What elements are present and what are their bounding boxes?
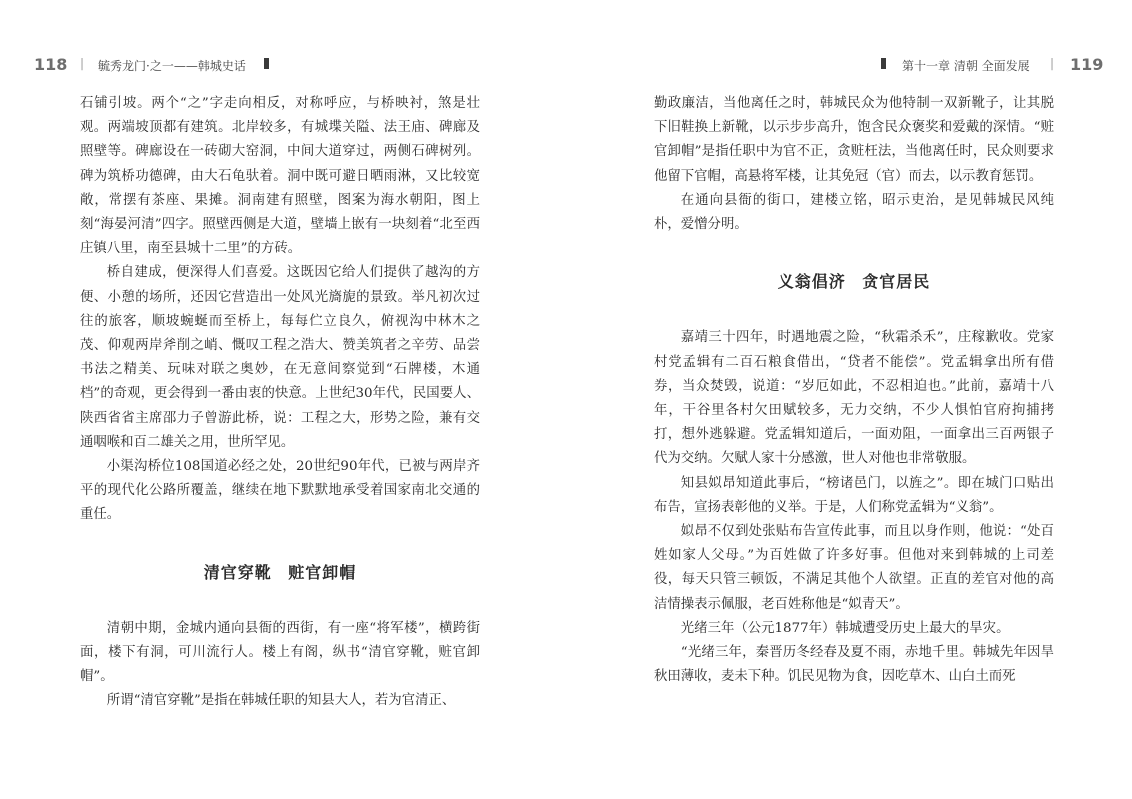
paragraph: 石铺引坡。两个“之”字走向相反，对称呼应，与桥映衬，煞是壮观。两端坡顶都有建筑。北岸较多，有城堞关隘、法王庙、碑廊及照壁等。碑廊设在一砖砌大窑洞，中间大道穿过，两侧石碑树列。碑为筑桥功德碑，由大石龟驮着。洞中既可避日晒雨淋，又比较宽敞，常摆有茶座、果摊。洞南建有照壁，图案为海水朝阳，图上刻“海晏河清”四字。照壁西侧是大道，壁墙上嵌有一块刻着“北至西庄镇八里，南至县城十二里”的方砖。 xyxy=(80,96,480,257)
right-page-body xyxy=(654,92,1054,689)
paragraph: 清朝中期，金城内通向县衙的西街，有一座“将军楼”，横跨街面，楼下有洞，可川流行人。楼上有阁，纵书“清官穿靴，赃官卸帽”。 xyxy=(80,620,480,685)
section-title: 义翁倡济 贪官居民 xyxy=(777,272,931,292)
left-running-title: 毓秀龙门·之一——韩城史话 xyxy=(98,59,246,73)
right-header-separator: | xyxy=(1050,56,1055,70)
paragraph: 桥自建成，便深得人们喜爱。这既因它给人们提供了越沟的方便、小憩的场所，还因它营造出一处风光旖旎的景致。举凡初次过往的旅客，顺坡蜿蜒而至桥上，每每伫立良久，俯视沟中林木之茂、仰观两岸斧削之峭、慨叹工程之浩大、赞美筑者之辛劳、品尝书法之精美、玩味对联之奥妙，在无意间察觉到“石牌楼，木通档”的奇观，更会得到一番由衷的快意。上世纪30年代，民国要人、陕西省省主席邵力子曾游此桥，说：工程之大，形势之险，兼有交通咽喉和百二雄关之用，世所罕见。 xyxy=(80,265,480,450)
left-page-body xyxy=(80,92,480,714)
paragraph: 姒昂不仅到处张贴布告宣传此事，而且以身作则，他说：“处百姓如家人父母。”为百姓做了许多好事。但他对来到韩城的上司差役，每天只管三顿饭，不满足其他个人欲望。正直的差官对他的高洁情操表示佩服，老百姓称他是“姒青天”。 xyxy=(654,524,1054,612)
section-title: 清官穿靴 赃官卸帽 xyxy=(203,562,357,582)
right-running-title: 第十一章 清朝 全面发展 xyxy=(902,59,1030,73)
left-header-separator: | xyxy=(80,56,85,70)
left-page-number: 118 xyxy=(34,55,68,74)
right-page-number: 119 xyxy=(1070,55,1104,74)
paragraph: 光绪三年（公元1877年）韩城遭受历史上最大的旱灾。 xyxy=(680,620,1010,636)
paragraph: 小渠沟桥位108国道必经之处，20世纪90年代，已被与两岸齐平的现代化公路所覆盖，继续在地下默默地承受着国家南北交通的重任。 xyxy=(80,459,480,523)
paragraph: 知县姒昂知道此事后，“榜诸邑门，以旌之”。即在城门口贴出布告，宣扬表彰他的义举。于是，人们称党孟辑为“义翁”。 xyxy=(654,475,1054,515)
paragraph: “光绪三年，秦晋历冬经春及夏不雨，赤地千里。韩城先年因旱秋田薄收，麦未下种。饥民见物为食，因吃草木、山白土而死 xyxy=(654,645,1054,685)
paragraph: 嘉靖三十四年，时遇地震之险，“秋霜杀禾”，庄稼歉收。党家村党孟辑有二百石粮食借出，“贷者不能偿”。党孟辑拿出所有借券，当众焚毁，说道：“岁厄如此，不忍相迫也。”此前，嘉靖十八年，干谷里各村欠田赋较多，无力交纳，不少人惧怕官府拘捕拷打，想外逃躲避。党孟辑知道后，一面劝阻，一面拿出三百两银子代为交纳。欠赋人家十分感激，世人对他也非常敬服。 xyxy=(654,330,1054,467)
paragraph: 在通向县衙的街口，建楼立铭，昭示吏治，是见韩城民风纯朴，爱憎分明。 xyxy=(654,192,1054,233)
right-header-mark xyxy=(881,58,886,69)
paragraph: 勤政廉洁，当他离任之时，韩城民众为他特制一双新靴子，让其脱下旧鞋换上新靴，以示步步高升，饱含民众褒奖和爱戴的深情。“赃官卸帽”是指任职中为官不正，贪赃枉法，当他离任时，民众则要求他留下官帽，高悬将军楼，让其免冠（官）而去，以示教育惩罚。 xyxy=(654,96,1054,184)
left-header-mark xyxy=(264,58,269,69)
paragraph: 所谓“清官穿靴”是指在韩城任职的知县大人，若为官清正、 xyxy=(106,693,456,709)
